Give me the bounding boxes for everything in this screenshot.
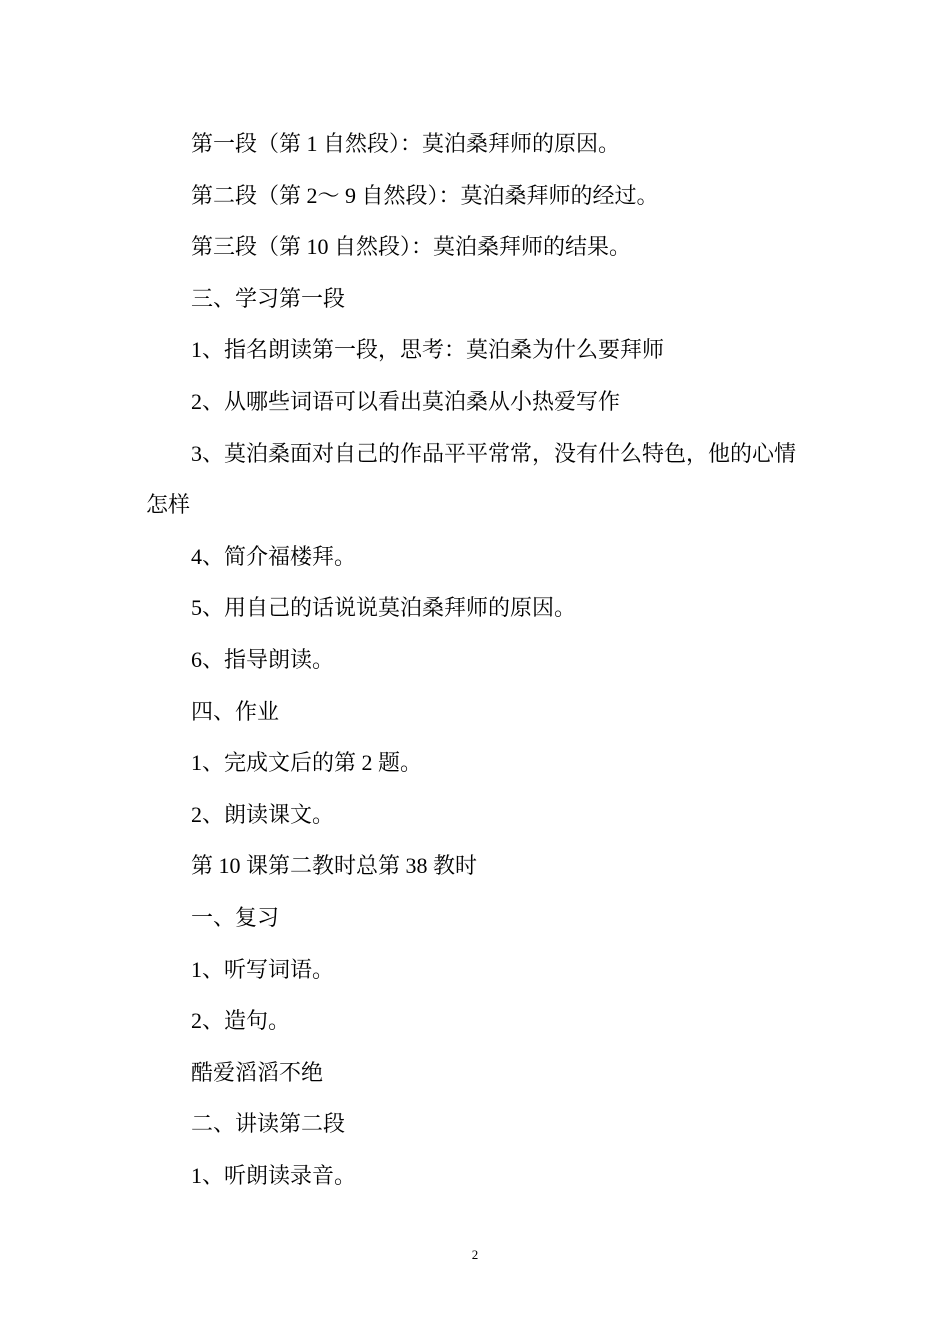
paragraph-line: 6、指导朗读。 xyxy=(191,646,335,672)
paragraph-line: 第二段（第 2～ 9 自然段）：莫泊桑拜师的经过。 xyxy=(191,182,659,208)
paragraph-line: 5、用自己的话说说莫泊桑拜师的原因。 xyxy=(191,595,577,621)
paragraph-line: 2、造句。 xyxy=(191,1008,291,1034)
lesson-heading: 第 10 课第二教时总第 38 教时 xyxy=(191,853,478,879)
paragraph-line: 第一段（第 1 自然段）：莫泊桑拜师的原因。 xyxy=(191,131,621,156)
paragraph-line-continuation: 怎样 xyxy=(146,492,191,518)
section-heading: 一、复习 xyxy=(191,904,280,930)
section-heading: 三、学习第一段 xyxy=(191,285,346,311)
paragraph-line: 1、听朗读录音。 xyxy=(191,1162,357,1188)
paragraph-line: 酷爱滔滔不绝 xyxy=(191,1059,324,1085)
paragraph-line: 4、简介福楼拜。 xyxy=(191,543,357,569)
page-number: 2 xyxy=(471,1247,479,1262)
paragraph-line: 1、听写词语。 xyxy=(191,956,335,982)
section-heading: 二、讲读第二段 xyxy=(191,1111,346,1137)
paragraph-line: 2、朗读课文。 xyxy=(191,801,335,827)
paragraph-line: 3、莫泊桑面对自己的作品平平常常，没有什么特色，他的心情 xyxy=(191,440,797,466)
paragraph-line: 第三段（第 10 自然段）：莫泊桑拜师的结果。 xyxy=(191,234,632,260)
document-body xyxy=(146,118,816,1201)
section-heading: 四、作业 xyxy=(191,698,280,724)
paragraph-line: 2、从哪些词语可以看出莫泊桑从小热爱写作 xyxy=(191,388,621,414)
paragraph-line: 1、指名朗读第一段，思考：莫泊桑为什么要拜师 xyxy=(191,337,665,363)
paragraph-line: 1、完成文后的第 2 题。 xyxy=(191,750,423,776)
